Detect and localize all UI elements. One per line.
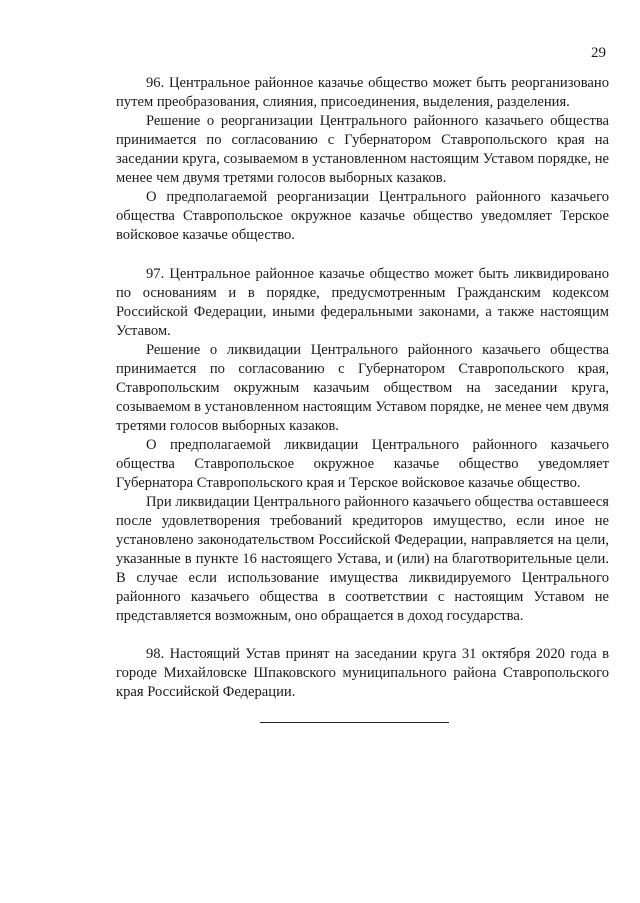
- section-97: [116, 265, 609, 626]
- section-98: [116, 645, 609, 702]
- paragraph: 98. Настоящий Устав принят на заседании круга 31 октября 2020 года в городе Михайловске Шпаковского муниципального района Ставропольского края Российской Федерации.: [116, 646, 609, 700]
- paragraph: При ликвидации Центрального районного казачьего общества оставшееся после удовлетворения требований кредиторов имущество, если иное не установлено законодательством Российской Федерации, направляется на цели, указанные в пункте 16 настоящего Устава, и (или) на благотворительные цели. В случае если использование имущества ликвидируемого Центрального районного казачьего общества в соответствии с настоящим Уставом не представляется возможным, оно обращается в доход государства.: [116, 494, 609, 624]
- section-96: [116, 74, 609, 245]
- document-body: [116, 74, 609, 702]
- paragraph: Решение о ликвидации Центрального районного казачьего общества принимается по согласованию с Губернатором Ставропольского края, Ставропольским окружным казачьим обществом на заседании круга, созываемом в установленном настоящим Уставом порядке, не менее чем двумя третями голосов выборных казаков.: [116, 342, 609, 434]
- paragraph: О предполагаемой ликвидации Центрального районного казачьего общества Ставропольское окружное казачье общество уведомляет Губернатора Ставропольского края и Терское войсковое казачье общество.: [116, 437, 609, 491]
- paragraph: 97. Центральное районное казачье общество может быть ликвидировано по основаниям и в порядке, предусмотренным Гражданским кодексом Российской Федерации, иными федеральными законами, а также настоящим Уставом.: [116, 266, 609, 339]
- page-number: 29: [591, 45, 606, 61]
- paragraph: О предполагаемой реорганизации Центрального районного казачьего общества Ставропольское окружное казачье общество уведомляет Терское войсковое казачье общество.: [116, 189, 609, 243]
- paragraph: Решение о реорганизации Центрального районного казачьего общества принимается по согласованию с Губернатором Ставропольского края на заседании круга, созываемом в установленном настоящим Уставом порядке, не менее чем двумя третями голосов выборных казаков.: [116, 113, 609, 186]
- end-of-document-rule: [260, 722, 449, 723]
- paragraph: 96. Центральное районное казачье общество может быть реорганизовано путем преобразования, слияния, присоединения, выделения, разделения.: [116, 75, 609, 110]
